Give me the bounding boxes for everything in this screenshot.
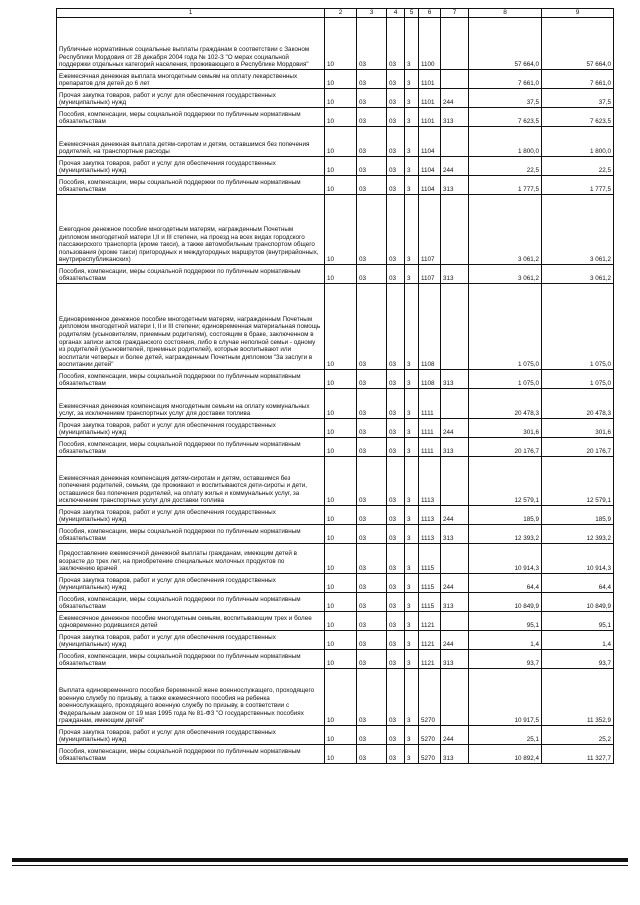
cell-code-7: 244 [441,506,469,525]
cell-code-2: 10 [325,419,357,438]
cell-code-2: 10 [325,284,357,370]
cell-code-7 [441,669,469,726]
cell-code-6: 1101 [419,70,441,89]
cell-amount-8: 1 075,0 [469,284,542,370]
table-row [57,108,614,127]
table-row [57,89,614,108]
cell-code-2: 10 [325,370,357,389]
cell-code-3: 03 [357,544,387,574]
cell-code-5: 3 [405,457,419,506]
cell-amount-9: 301,6 [542,419,614,438]
cell-code-3: 03 [357,284,387,370]
cell-code-3: 03 [357,157,387,176]
header-cell: 1 [57,9,325,18]
cell-code-2: 10 [325,389,357,419]
cell-code-3: 03 [357,745,387,764]
cell-code-2: 10 [325,669,357,726]
cell-amount-9: 185,9 [542,506,614,525]
cell-code-7: 313 [441,745,469,764]
row-name-cell: Единовременное денежное пособие многодетным матерям, награжденным Почетным дипломом многодетной матери I, II и III степени; единовременная материальная помощь родителям (усыновителям, приемным родителям), состоящим в браке, заключенном в органах записи актов гражданского состояния, либо в случае неполной семьи - одному из родителей (усыновителей, приемных родителей), которые воспитывают или воспитали четверых и более детей, награжденным Почетным дипломом "За заслуги в воспитании детей" [57,284,325,370]
cell-amount-9: 7 661,0 [542,70,614,89]
cell-code-6: 1108 [419,284,441,370]
header-cell: 3 [357,9,387,18]
cell-code-4: 03 [387,593,405,612]
cell-code-4: 03 [387,525,405,544]
cell-code-4: 03 [387,127,405,157]
row-name-cell: Прочая закупка товаров, работ и услуг для обеспечения государственных (муниципальных) нужд [57,506,325,525]
cell-code-4: 03 [387,176,405,195]
table-row [57,70,614,89]
table-row [57,745,614,764]
row-name-cell: Пособия, компенсации, меры социальной поддержки по публичным нормативным обязательствам [57,745,325,764]
cell-code-2: 10 [325,544,357,574]
cell-amount-8: 10 849,9 [469,593,542,612]
row-name-cell: Ежемесячная денежная компенсация многодетным семьям на оплату коммунальных услуг, за исключением транспортных услуг для доставки топлива [57,389,325,419]
cell-code-3: 03 [357,389,387,419]
cell-code-2: 10 [325,457,357,506]
cell-amount-8: 25,1 [469,726,542,745]
cell-amount-8: 20 176,7 [469,438,542,457]
cell-amount-8: 1 075,0 [469,370,542,389]
row-name-cell: Пособия, компенсации, меры социальной поддержки по публичным нормативным обязательствам [57,525,325,544]
header-cell: 4 [387,9,405,18]
cell-amount-9: 3 061,2 [542,195,614,265]
table-row [57,669,614,726]
cell-code-7: 244 [441,419,469,438]
row-name-cell: Прочая закупка товаров, работ и услуг для обеспечения государственных (муниципальных) нужд [57,89,325,108]
cell-code-5: 3 [405,176,419,195]
cell-code-2: 10 [325,506,357,525]
cell-code-7: 313 [441,593,469,612]
row-name-cell: Ежемесячное денежное пособие многодетным семьям, воспитывающим трех и более одновременно родившихся детей [57,612,325,631]
cell-amount-8: 1,4 [469,631,542,650]
cell-code-3: 03 [357,70,387,89]
cell-code-5: 3 [405,544,419,574]
cell-amount-8: 185,9 [469,506,542,525]
row-name-cell: Ежегодное денежное пособие многодетным матерям, награжденным Почетным дипломом многодетной матери I,II и III степени, на проезд на всех видах городского пассажирского транспорта (кроме такси), а также автомобильным транспортом общего пользования (кроме такси) пригородных и междугородных маршрутов (внутрирайонных, внутриреспубликанских) [57,195,325,265]
row-name-cell: Публичные нормативные социальные выплаты гражданам в соответствии с Законом Республики Мордовия от 28 декабря 2004 года № 102-З "О мерах социальной поддержки отдельных категорий населения, проживающего в Республике Мордовия" [57,18,325,70]
row-name-cell: Прочая закупка товаров, работ и услуг для обеспечения государственных (муниципальных) нужд [57,157,325,176]
cell-code-5: 3 [405,265,419,284]
row-name-cell: Пособия, компенсации, меры социальной поддержки по публичным нормативным обязательствам [57,265,325,284]
row-name-cell: Ежемесячная денежная выплата детям-сиротам и детям, оставшимся без попечения родителей, на транспортные расходы [57,127,325,157]
cell-code-5: 3 [405,612,419,631]
cell-code-5: 3 [405,650,419,669]
cell-code-7: 313 [441,438,469,457]
header-cell: 2 [325,9,357,18]
cell-code-7: 313 [441,265,469,284]
cell-code-3: 03 [357,457,387,506]
table-row [57,419,614,438]
cell-code-2: 10 [325,89,357,108]
cell-code-6: 1107 [419,265,441,284]
cell-amount-8: 10 914,3 [469,544,542,574]
cell-code-3: 03 [357,419,387,438]
row-name-cell: Прочая закупка товаров, работ и услуг для обеспечения государственных (муниципальных) нужд [57,726,325,745]
cell-amount-8: 3 061,2 [469,265,542,284]
cell-code-5: 3 [405,89,419,108]
cell-code-4: 03 [387,157,405,176]
row-name-cell: Выплата единовременного пособия беременной жене военнослужащего, проходящего военную службу по призыву, а также ежемесячного пособия на ребенка военнослужащего, проходящего военную службу по призыву, в соответствии с Федеральным законом от 19 мая 1995 года № 81-ФЗ "О государственных пособиях гражданам, имеющим детей" [57,669,325,726]
cell-code-5: 3 [405,127,419,157]
row-name-cell: Пособия, компенсации, меры социальной поддержки по публичным нормативным обязательствам [57,108,325,127]
cell-amount-9: 1 075,0 [542,284,614,370]
cell-code-2: 10 [325,650,357,669]
cell-code-7: 313 [441,525,469,544]
cell-code-4: 03 [387,745,405,764]
cell-amount-8: 7 623,5 [469,108,542,127]
cell-code-4: 03 [387,108,405,127]
cell-code-7: 244 [441,574,469,593]
cell-code-5: 3 [405,419,419,438]
cell-code-3: 03 [357,525,387,544]
cell-code-7: 313 [441,108,469,127]
cell-amount-9: 1 777,5 [542,176,614,195]
cell-code-7: 244 [441,157,469,176]
cell-amount-8: 37,5 [469,89,542,108]
cell-code-4: 03 [387,18,405,70]
cell-code-7 [441,195,469,265]
page-bottom-rule [12,858,628,862]
row-name-cell: Ежемесячная денежная выплата многодетным семьям на оплату лекарственных препаратов для детей до 6 лет [57,70,325,89]
table-row [57,457,614,506]
cell-code-5: 3 [405,70,419,89]
cell-code-5: 3 [405,506,419,525]
cell-amount-8: 64,4 [469,574,542,593]
cell-amount-8: 12 393,2 [469,525,542,544]
cell-code-5: 3 [405,195,419,265]
cell-code-6: 1113 [419,457,441,506]
cell-amount-9: 1,4 [542,631,614,650]
cell-amount-9: 25,2 [542,726,614,745]
header-cell: 6 [419,9,441,18]
cell-code-6: 1115 [419,544,441,574]
cell-amount-8: 95,1 [469,612,542,631]
cell-code-3: 03 [357,127,387,157]
page-bottom-rule-thin [12,865,628,866]
cell-amount-8: 1 800,0 [469,127,542,157]
cell-code-4: 03 [387,389,405,419]
table-row [57,631,614,650]
header-cell: 7 [441,9,469,18]
cell-code-6: 1115 [419,574,441,593]
cell-code-3: 03 [357,18,387,70]
cell-code-6: 1104 [419,176,441,195]
cell-code-5: 3 [405,370,419,389]
row-name-cell: Пособия, компенсации, меры социальной поддержки по публичным нормативным обязательствам [57,650,325,669]
cell-code-6: 5270 [419,745,441,764]
cell-code-6: 5270 [419,726,441,745]
cell-code-4: 03 [387,438,405,457]
table-row [57,18,614,70]
cell-amount-9: 10 849,9 [542,593,614,612]
cell-amount-8: 10 917,5 [469,669,542,726]
cell-amount-9: 3 061,2 [542,265,614,284]
cell-code-7 [441,389,469,419]
cell-code-4: 03 [387,89,405,108]
cell-code-6: 1101 [419,89,441,108]
cell-code-6: 1100 [419,18,441,70]
cell-code-6: 1101 [419,108,441,127]
cell-code-4: 03 [387,195,405,265]
cell-code-3: 03 [357,506,387,525]
cell-code-2: 10 [325,195,357,265]
table-row [57,593,614,612]
table-row [57,370,614,389]
table-row [57,127,614,157]
cell-code-4: 03 [387,574,405,593]
cell-amount-9: 1 800,0 [542,127,614,157]
table-row [57,525,614,544]
cell-code-7 [441,612,469,631]
table-row [57,574,614,593]
cell-code-3: 03 [357,669,387,726]
row-name-cell: Прочая закупка товаров, работ и услуг для обеспечения государственных (муниципальных) нужд [57,631,325,650]
cell-code-7: 313 [441,370,469,389]
cell-amount-9: 10 914,3 [542,544,614,574]
header-cell: 9 [542,9,614,18]
cell-code-3: 03 [357,612,387,631]
cell-code-6: 1113 [419,525,441,544]
cell-code-7 [441,544,469,574]
cell-code-2: 10 [325,127,357,157]
row-name-cell: Ежемесячная денежная компенсация детям-сиротам и детям, оставшимся без попечения родителей, семьям, где проживают и воспитываются дети-сироты и дети, оставшиеся без попечения родителей, на оплату жилья и коммунальных услуг, за исключением транспортных услуг для доставки топлива [57,457,325,506]
cell-code-4: 03 [387,506,405,525]
cell-code-4: 03 [387,650,405,669]
cell-code-3: 03 [357,370,387,389]
table-row [57,506,614,525]
cell-amount-8: 1 777,5 [469,176,542,195]
row-name-cell: Прочая закупка товаров, работ и услуг для обеспечения государственных (муниципальных) нужд [57,574,325,593]
cell-code-5: 3 [405,726,419,745]
cell-code-2: 10 [325,525,357,544]
cell-code-5: 3 [405,389,419,419]
cell-code-3: 03 [357,265,387,284]
cell-code-2: 10 [325,18,357,70]
cell-code-7: 244 [441,631,469,650]
cell-code-4: 03 [387,544,405,574]
cell-amount-9: 12 393,2 [542,525,614,544]
cell-code-3: 03 [357,108,387,127]
cell-code-4: 03 [387,726,405,745]
cell-amount-9: 11 327,7 [542,745,614,764]
cell-amount-8: 12 579,1 [469,457,542,506]
row-name-cell: Пособия, компенсации, меры социальной поддержки по публичным нормативным обязательствам [57,176,325,195]
cell-code-2: 10 [325,108,357,127]
table-row [57,176,614,195]
cell-code-6: 5270 [419,669,441,726]
cell-code-3: 03 [357,89,387,108]
cell-amount-8: 22,5 [469,157,542,176]
cell-code-4: 03 [387,370,405,389]
cell-code-7 [441,284,469,370]
cell-code-3: 03 [357,195,387,265]
cell-code-2: 10 [325,70,357,89]
cell-code-4: 03 [387,419,405,438]
cell-amount-9: 64,4 [542,574,614,593]
cell-code-3: 03 [357,593,387,612]
cell-code-4: 03 [387,612,405,631]
cell-code-3: 03 [357,631,387,650]
cell-code-6: 1108 [419,370,441,389]
cell-code-7 [441,457,469,506]
cell-code-5: 3 [405,108,419,127]
cell-code-6: 1111 [419,419,441,438]
cell-code-2: 10 [325,574,357,593]
cell-code-5: 3 [405,745,419,764]
cell-code-5: 3 [405,157,419,176]
cell-code-6: 1107 [419,195,441,265]
cell-amount-8: 3 061,2 [469,195,542,265]
cell-code-2: 10 [325,157,357,176]
cell-code-7: 244 [441,89,469,108]
cell-amount-9: 20 176,7 [542,438,614,457]
row-name-cell: Пособия, компенсации, меры социальной поддержки по публичным нормативным обязательствам [57,370,325,389]
table-row [57,438,614,457]
cell-code-2: 10 [325,438,357,457]
cell-code-4: 03 [387,669,405,726]
table-row [57,726,614,745]
cell-amount-9: 1 075,0 [542,370,614,389]
cell-code-7 [441,70,469,89]
cell-code-2: 10 [325,726,357,745]
cell-amount-9: 37,5 [542,89,614,108]
budget-table [56,8,614,764]
cell-code-4: 03 [387,284,405,370]
cell-code-3: 03 [357,726,387,745]
table-row [57,195,614,265]
cell-amount-9: 93,7 [542,650,614,669]
cell-code-7 [441,127,469,157]
cell-amount-9: 57 664,0 [542,18,614,70]
table-row [57,389,614,419]
cell-code-5: 3 [405,631,419,650]
cell-code-6: 1111 [419,438,441,457]
cell-code-3: 03 [357,650,387,669]
cell-code-2: 10 [325,176,357,195]
header-cell: 8 [469,9,542,18]
cell-code-6: 1115 [419,593,441,612]
cell-amount-9: 7 623,5 [542,108,614,127]
cell-code-5: 3 [405,593,419,612]
cell-code-5: 3 [405,438,419,457]
cell-code-6: 1104 [419,127,441,157]
cell-code-6: 1111 [419,389,441,419]
cell-amount-8: 10 892,4 [469,745,542,764]
cell-amount-9: 95,1 [542,612,614,631]
cell-code-6: 1113 [419,506,441,525]
cell-code-4: 03 [387,631,405,650]
cell-code-7: 244 [441,726,469,745]
row-name-cell: Пособия, компенсации, меры социальной поддержки по публичным нормативным обязательствам [57,593,325,612]
table-row [57,157,614,176]
cell-code-6: 1121 [419,631,441,650]
table-row [57,284,614,370]
cell-code-6: 1104 [419,157,441,176]
table-row [57,265,614,284]
row-name-cell: Пособия, компенсации, меры социальной поддержки по публичным нормативным обязательствам [57,438,325,457]
cell-amount-8: 7 661,0 [469,70,542,89]
cell-code-5: 3 [405,284,419,370]
cell-code-2: 10 [325,745,357,764]
cell-amount-9: 11 352,9 [542,669,614,726]
header-cell: 5 [405,9,419,18]
cell-code-5: 3 [405,574,419,593]
cell-code-3: 03 [357,438,387,457]
cell-code-5: 3 [405,669,419,726]
table-row [57,650,614,669]
cell-code-6: 1121 [419,612,441,631]
cell-code-3: 03 [357,176,387,195]
cell-code-7 [441,18,469,70]
cell-amount-9: 22,5 [542,157,614,176]
cell-amount-8: 57 664,0 [469,18,542,70]
cell-amount-8: 93,7 [469,650,542,669]
cell-amount-8: 301,6 [469,419,542,438]
cell-amount-8: 20 478,3 [469,389,542,419]
row-name-cell: Прочая закупка товаров, работ и услуг для обеспечения государственных (муниципальных) нужд [57,419,325,438]
cell-code-4: 03 [387,70,405,89]
table-row [57,612,614,631]
cell-code-2: 10 [325,265,357,284]
cell-code-7: 313 [441,176,469,195]
cell-code-4: 03 [387,457,405,506]
cell-code-7: 313 [441,650,469,669]
cell-code-6: 1121 [419,650,441,669]
table-header-row [57,9,614,18]
row-name-cell: Предоставление ежемесячной денежной выплаты гражданам, имеющим детей в возрасте до трех лет, на приобретение специальных молочных продуктов по заключению врачей [57,544,325,574]
cell-code-2: 10 [325,631,357,650]
cell-code-5: 3 [405,18,419,70]
cell-code-2: 10 [325,593,357,612]
cell-code-5: 3 [405,525,419,544]
table-row [57,544,614,574]
cell-code-2: 10 [325,612,357,631]
cell-amount-9: 20 478,3 [542,389,614,419]
cell-code-3: 03 [357,574,387,593]
cell-amount-9: 12 579,1 [542,457,614,506]
cell-code-4: 03 [387,265,405,284]
